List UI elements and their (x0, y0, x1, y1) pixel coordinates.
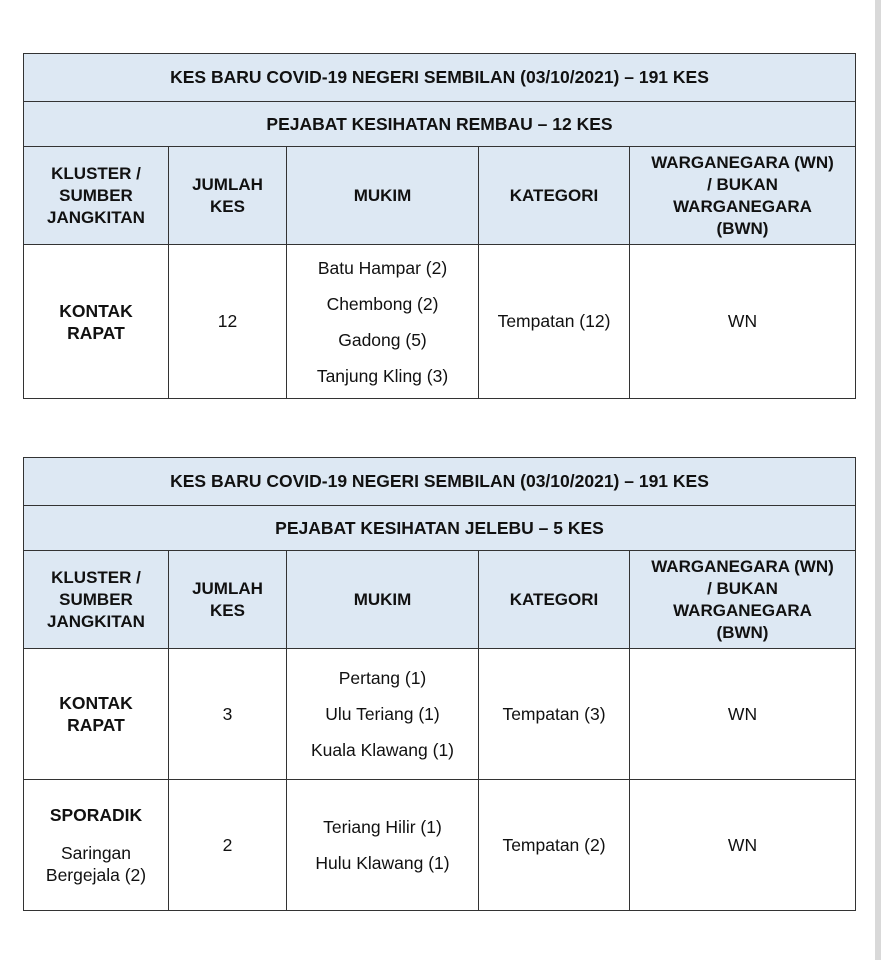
header-kategori: KATEGORI (479, 551, 630, 649)
page-edge-bar (875, 0, 881, 960)
header-kategori: KATEGORI (479, 147, 630, 245)
cluster-note: Saringan Bergejala (2) (45, 843, 147, 885)
cell-warganegara: WN (630, 780, 856, 911)
table-title: KES BARU COVID-19 NEGERI SEMBILAN (03/10/2021) – 191 KES (24, 458, 856, 506)
table-row (24, 245, 856, 399)
cell-jumlah: 3 (169, 649, 287, 780)
cell-kategori: Tempatan (12) (479, 245, 630, 399)
header-warganegara: WARGANEGARA (WN) / BUKAN WARGANEGARA (BWN) (630, 147, 856, 245)
office-title: PEJABAT KESIHATAN REMBAU – 12 KES (24, 102, 856, 147)
header-cluster: KLUSTER / SUMBER JANGKITAN (24, 147, 169, 245)
cell-warganegara: WN (630, 245, 856, 399)
cell-kategori: Tempatan (3) (479, 649, 630, 780)
header-mukim: MUKIM (287, 147, 479, 245)
header-warganegara: WARGANEGARA (WN) / BUKAN WARGANEGARA (BWN) (630, 551, 856, 649)
table-row (24, 780, 856, 911)
cell-kategori: Tempatan (2) (479, 780, 630, 911)
table-row (24, 649, 856, 780)
covid-table-rembau (23, 53, 856, 399)
cell-mukim: Teriang Hilir (1) Hulu Klawang (1) (287, 780, 479, 911)
cell-cluster: KONTAK RAPAT (24, 245, 169, 399)
cell-jumlah: 2 (169, 780, 287, 911)
header-mukim: MUKIM (287, 551, 479, 649)
cell-mukim: Pertang (1) Ulu Teriang (1) Kuala Klawang (1) (287, 649, 479, 780)
header-cluster: KLUSTER / SUMBER JANGKITAN (24, 551, 169, 649)
cell-cluster: KONTAK RAPAT (24, 649, 169, 780)
office-title: PEJABAT KESIHATAN JELEBU – 5 KES (24, 506, 856, 551)
table-title: KES BARU COVID-19 NEGERI SEMBILAN (03/10/2021) – 191 KES (24, 54, 856, 102)
cell-jumlah: 12 (169, 245, 287, 399)
cell-warganegara: WN (630, 649, 856, 780)
header-jumlah-kes: JUMLAH KES (169, 147, 287, 245)
cell-cluster: SPORADIK Saringan Bergejala (2) (24, 780, 169, 911)
covid-table-jelebu (23, 457, 856, 911)
header-jumlah-kes: JUMLAH KES (169, 551, 287, 649)
cell-mukim: Batu Hampar (2) Chembong (2) Gadong (5) Tanjung Kling (3) (287, 245, 479, 399)
